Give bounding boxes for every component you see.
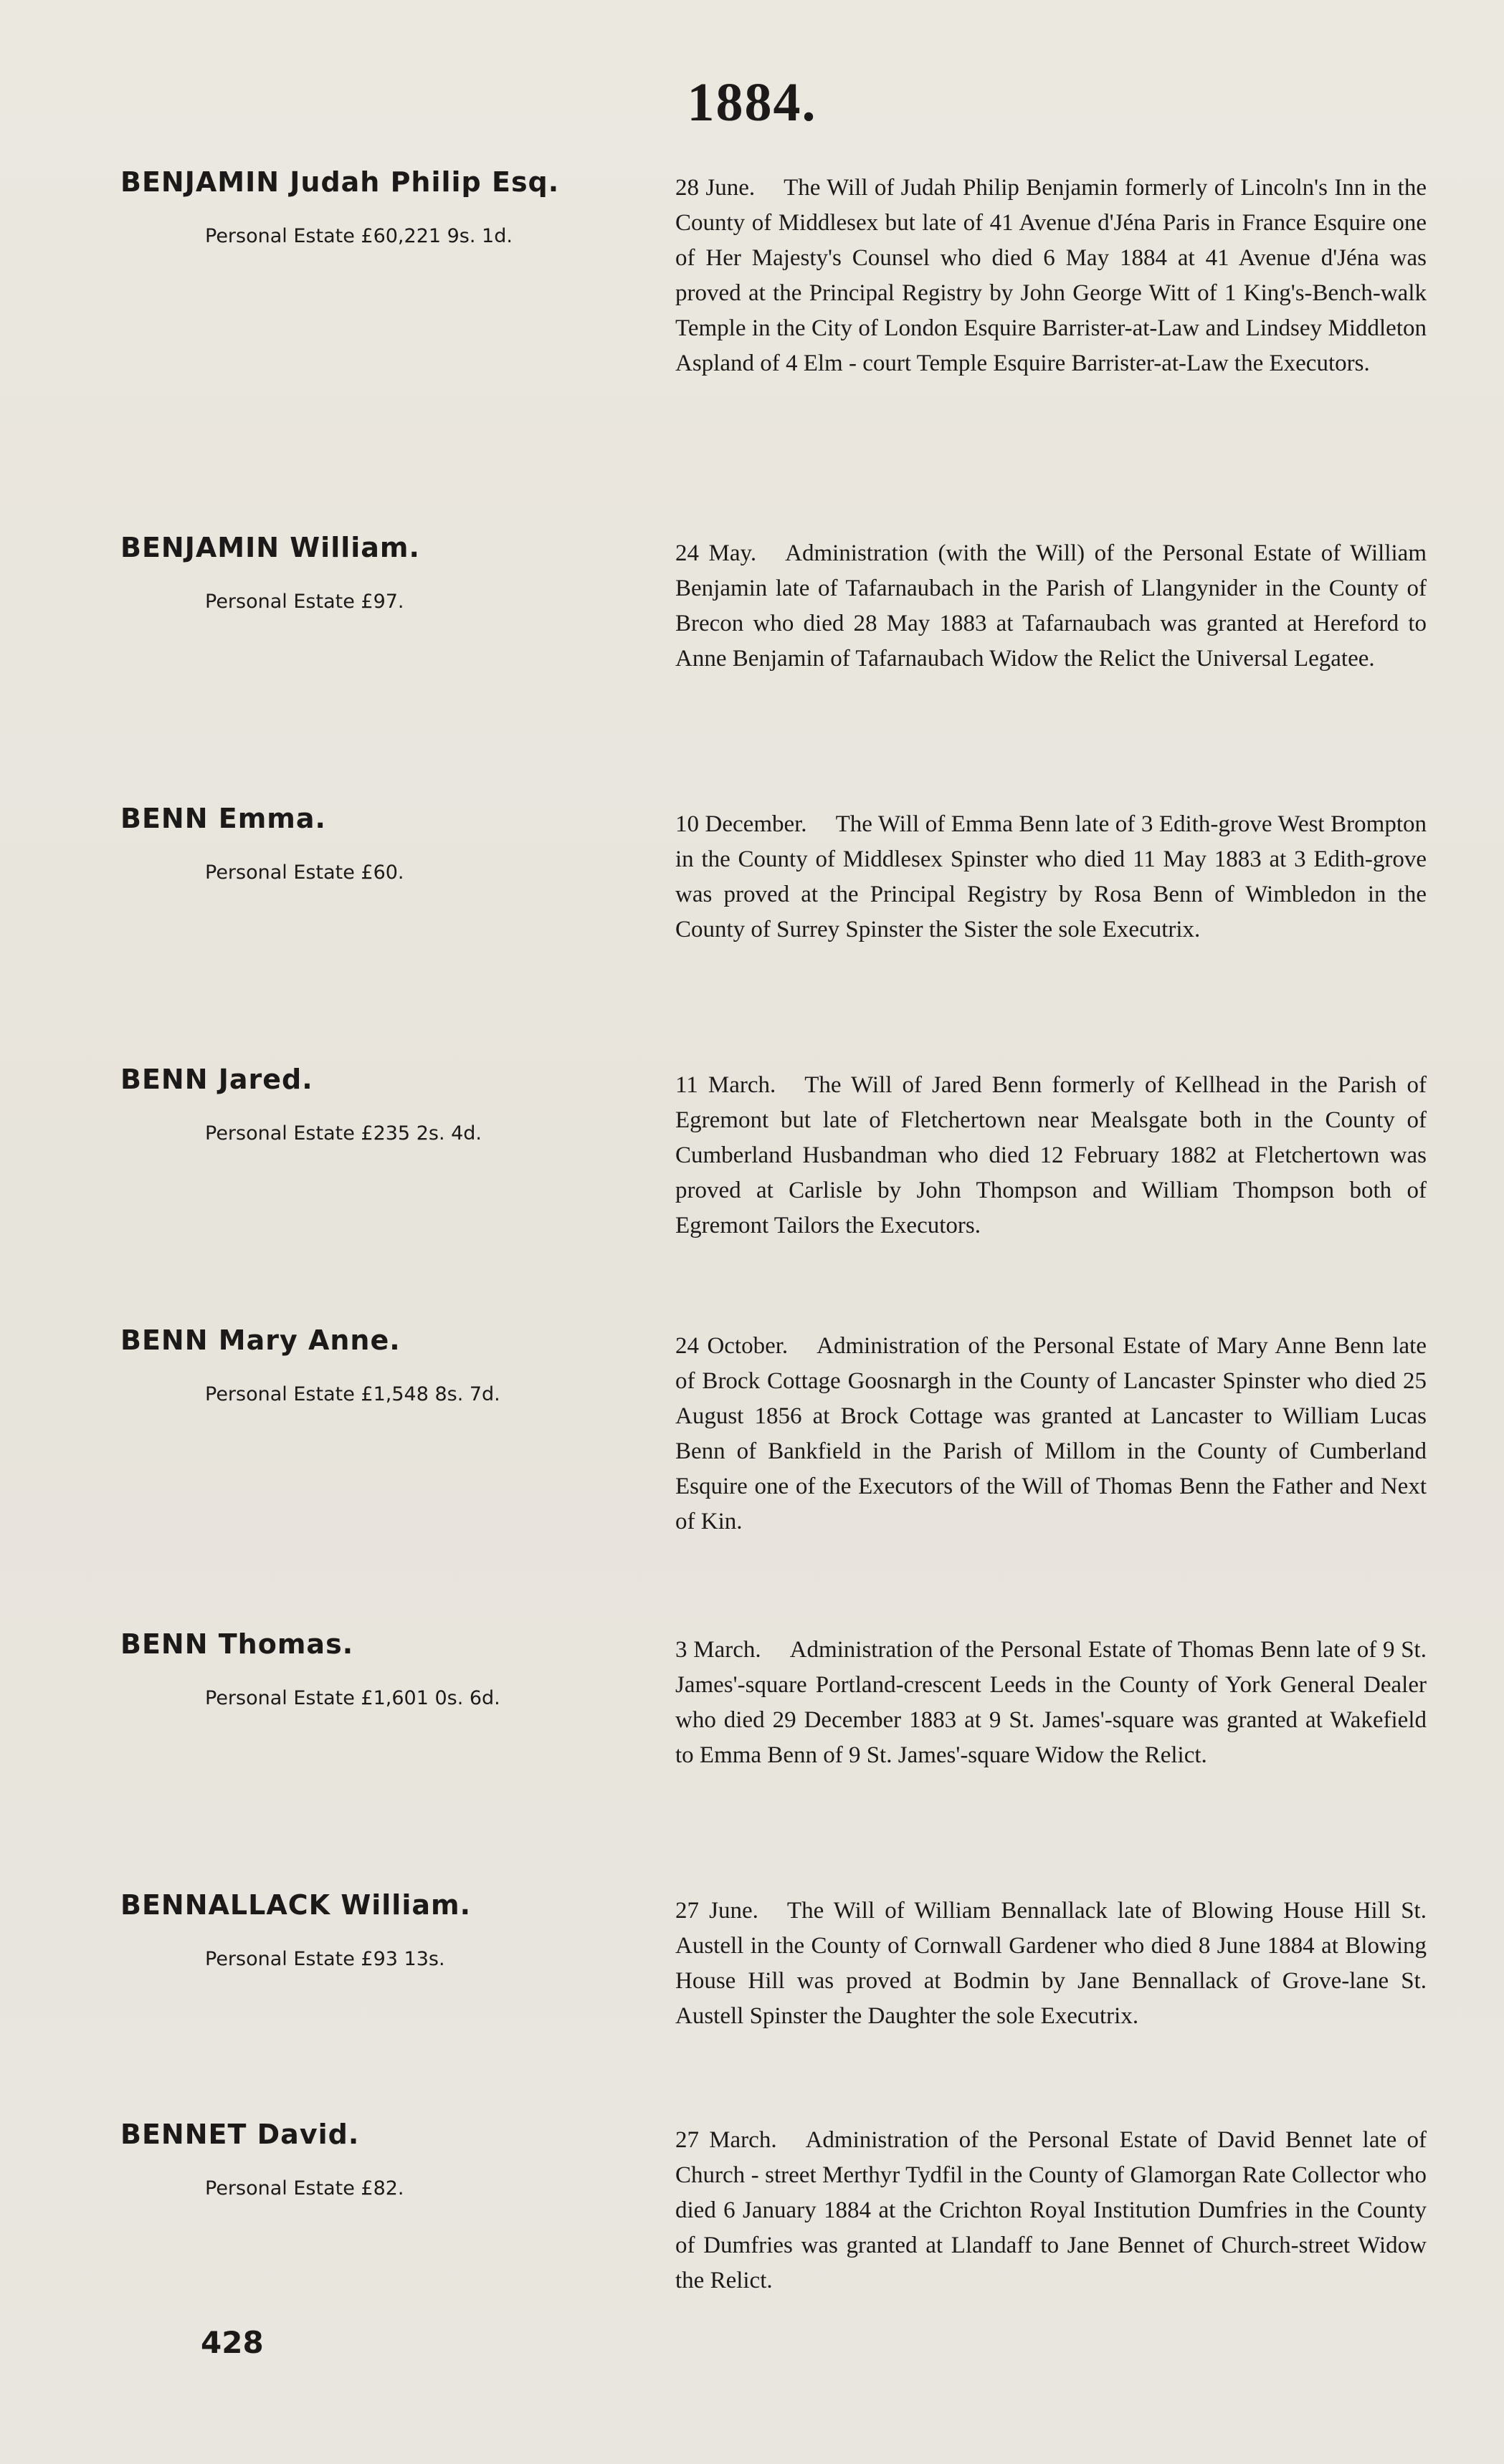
entry-text bbox=[675, 2123, 1427, 2298]
entry-date: 24 May. bbox=[675, 540, 757, 566]
entry-estate: Personal Estate £93 13s. bbox=[205, 1948, 445, 1970]
entry-body: Administration of the Personal Estate of David Bennet late of Church - street Merthyr Tydfil in the County of Glamorgan Rate Collector who died 6 January 1884 at the Crichton Royal Institution Dumfries in the County of Dumfries was granted at Llandaff to Jane Bennet of Church-street Widow the Relict. bbox=[675, 2127, 1427, 2293]
entry-body: Administration of the Personal Estate of Thomas Benn late of 9 St. James'-square Portland-crescent Leeds in the County of York General Dealer who died 29 December 1883 at 9 St. James'-square was granted at Wakefield to Emma Benn of 9 St. James'-square Widow the Relict. bbox=[675, 1637, 1427, 1768]
entry-text bbox=[675, 1329, 1427, 1539]
entry-text bbox=[675, 1894, 1427, 2034]
entry-name: BENN Thomas. bbox=[120, 1628, 354, 1660]
entry-body: The Will of William Bennallack late of Blowing House Hill St. Austell in the County of Cornwall Gardener who died 8 June 1884 at Blowing House Hill was proved at Bodmin by Jane Bennallack of Grove-lane St. Austell Spinster the Daughter the sole Executrix. bbox=[675, 1898, 1427, 2029]
entry-body: The Will of Jared Benn formerly of Kellhead in the Parish of Egremont but late of Fletchertown near Mealsgate both in the County of Cumberland Husbandman who died 12 February 1882 at Fletchertown was proved at Carlisle by John Thompson and William Thompson both of Egremont Tailors the Executors. bbox=[675, 1072, 1427, 1238]
entry-text bbox=[675, 1068, 1427, 1243]
entry-estate: Personal Estate £60,221 9s. 1d. bbox=[205, 225, 513, 247]
entry-text bbox=[675, 171, 1427, 381]
entry-body: The Will of Emma Benn late of 3 Edith-grove West Brompton in the County of Middlesex Spinster who died 11 May 1883 at 3 Edith-grove was proved at the Principal Registry by Rosa Benn of Wimbledon in the County of Surrey Spinster the Sister the sole Executrix. bbox=[675, 811, 1427, 942]
entry-body: The Will of Judah Philip Benjamin formerly of Lincoln's Inn in the County of Middlesex but late of 41 Avenue d'Jéna Paris in France Esquire one of Her Majesty's Counsel who died 6 May 1884 at 41 Avenue d'Jéna was proved at the Principal Registry by John George Witt of 1 King's-Bench-walk Temple in the City of London Esquire Barrister-at-Law and Lindsey Middleton Aspland of 4 Elm - court Temple Esquire Barrister-at-Law the Executors. bbox=[675, 175, 1427, 376]
entry-text bbox=[675, 1633, 1427, 1773]
entry-text bbox=[675, 536, 1427, 677]
entry-date: 11 March. bbox=[675, 1072, 776, 1098]
entry-estate: Personal Estate £1,548 8s. 7d. bbox=[205, 1383, 500, 1405]
entry-date: 27 March. bbox=[675, 2127, 777, 2153]
entry-estate: Personal Estate £1,601 0s. 6d. bbox=[205, 1687, 500, 1709]
entry-body: Administration (with the Will) of the Personal Estate of William Benjamin late of Tafarnaubach in the Parish of Llangynider in the County of Brecon who died 28 May 1883 at Tafarnaubach was granted at Hereford to Anne Benjamin of Tafarnaubach Widow the Relict the Universal Legatee. bbox=[675, 540, 1427, 672]
entry-name: BENN Jared. bbox=[120, 1064, 313, 1095]
entry-text bbox=[675, 807, 1427, 947]
entry-date: 24 October. bbox=[675, 1333, 789, 1359]
entry-estate: Personal Estate £60. bbox=[205, 861, 404, 884]
year-heading: 1884. bbox=[687, 72, 817, 133]
entry-name: BENN Emma. bbox=[120, 803, 326, 834]
entry-date: 3 March. bbox=[675, 1637, 761, 1663]
entry-estate: Personal Estate £235 2s. 4d. bbox=[205, 1122, 482, 1145]
entry-name: BENN Mary Anne. bbox=[120, 1324, 401, 1356]
entry-date: 27 June. bbox=[675, 1898, 758, 1924]
page-number: 428 bbox=[201, 2325, 264, 2360]
entry-name: BENJAMIN William. bbox=[120, 532, 420, 563]
entry-name: BENNET David. bbox=[120, 2119, 360, 2150]
entry-date: 10 December. bbox=[675, 811, 807, 837]
entry-body: Administration of the Personal Estate of Mary Anne Benn late of Brock Cottage Goosnargh in the County of Lancaster Spinster who died 25 August 1856 at Brock Cottage was granted at Lancaster to William Lucas Benn of Bankfield in the Parish of Millom in the County of Cumberland Esquire one of the Executors of the Will of Thomas Benn the Father and Next of Kin. bbox=[675, 1333, 1427, 1534]
entry-name: BENJAMIN Judah Philip Esq. bbox=[120, 166, 560, 198]
entry-estate: Personal Estate £82. bbox=[205, 2177, 404, 2200]
entry-name: BENNALLACK William. bbox=[120, 1889, 472, 1921]
entry-estate: Personal Estate £97. bbox=[205, 591, 404, 613]
entry-date: 28 June. bbox=[675, 175, 756, 201]
